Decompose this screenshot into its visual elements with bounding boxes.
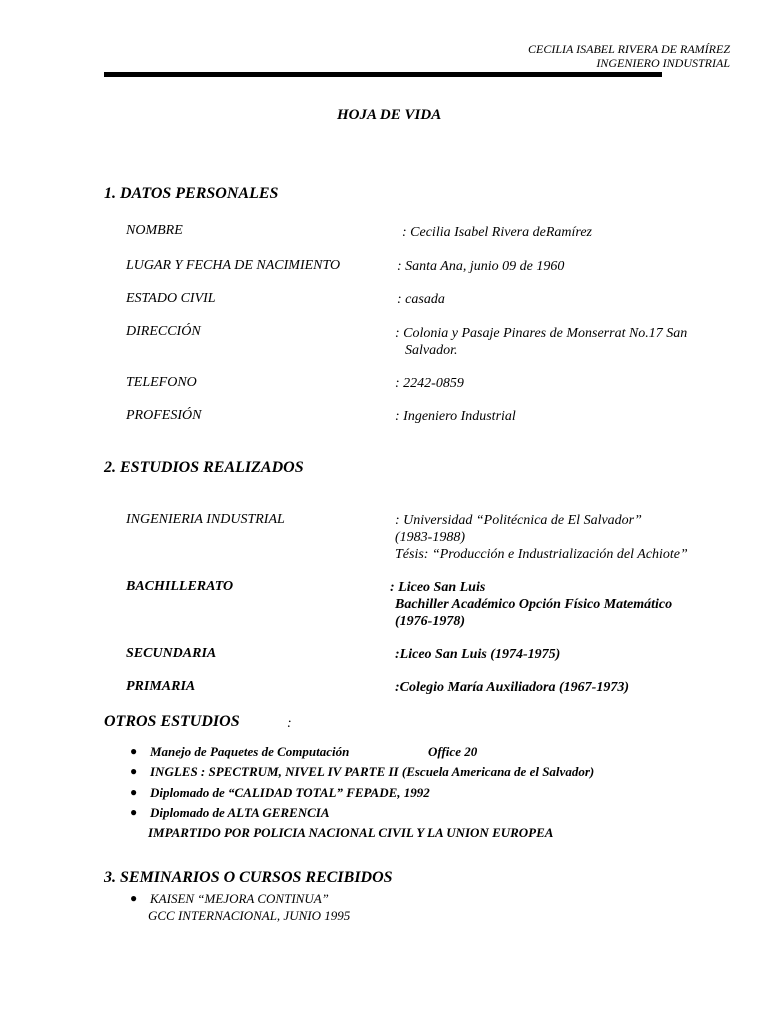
page-title: HOJA DE VIDA: [337, 107, 442, 123]
personal-value-continued: Salvador.: [405, 343, 458, 358]
section-heading-other-studies: OTROS ESTUDIOS: [104, 713, 240, 730]
seminar-item: KAISEN “MEJORA CONTINUA”: [150, 891, 329, 906]
header-divider: [104, 72, 662, 77]
section-heading-seminars: 3. SEMINARIOS O CURSOS RECIBIDOS: [104, 869, 393, 886]
personal-label: LUGAR Y FECHA DE NACIMIENTO: [126, 258, 341, 273]
other-study-extra: Office 20: [428, 744, 478, 759]
studies-line: : Universidad “Politécnica de El Salvador”: [395, 513, 642, 528]
bullet-icon: ●: [130, 744, 138, 758]
personal-value: : Colonia y Pasaje Pinares de Monserrat No.17 San: [395, 326, 688, 341]
studies-line: : Liceo San Luis: [390, 580, 486, 595]
bullet-icon: ●: [130, 764, 138, 778]
other-study-item: Diplomado de “CALIDAD TOTAL” FEPADE, 1992: [150, 785, 430, 800]
studies-line: (1983-1988): [395, 530, 465, 545]
other-study-item: Manejo de Paquetes de Computación: [150, 744, 350, 759]
other-study-item: Diplomado de ALTA GERENCIA: [150, 805, 330, 820]
section-heading-personal: 1. DATOS PERSONALES: [104, 185, 279, 202]
studies-label: PRIMARIA: [126, 679, 196, 694]
personal-value: : Ingeniero Industrial: [395, 409, 516, 424]
header-profession: INGENIERO INDUSTRIAL: [596, 56, 730, 70]
personal-value: : 2242-0859: [395, 376, 464, 391]
personal-value: : Santa Ana, junio 09 de 1960: [397, 259, 565, 274]
bullet-icon: ●: [130, 805, 138, 819]
studies-line: :Liceo San Luis (1974-1975): [395, 647, 561, 662]
section-heading-studies: 2. ESTUDIOS REALIZADOS: [104, 459, 304, 476]
personal-value: : Cecilia Isabel Rivera deRamírez: [402, 225, 592, 240]
other-study-continuation: IMPARTIDO POR POLICIA NACIONAL CIVIL Y LA UNION EUROPEA: [148, 825, 554, 840]
personal-label: PROFESIÓN: [126, 408, 202, 423]
studies-line: :Colegio María Auxiliadora (1967-1973): [395, 680, 629, 695]
other-study-item: INGLES : SPECTRUM, NIVEL IV PARTE II (Escuela Americana de el Salvador): [150, 764, 595, 779]
studies-label: INGENIERIA INDUSTRIAL: [126, 512, 285, 527]
studies-line: Bachiller Académico Opción Físico Matemático: [395, 597, 673, 612]
personal-label: TELEFONO: [126, 375, 197, 390]
studies-line: (1976-1978): [395, 614, 465, 629]
bullet-icon: ●: [130, 785, 138, 799]
studies-label: BACHILLERATO: [126, 579, 234, 594]
personal-label: NOMBRE: [126, 223, 183, 238]
personal-label: ESTADO CIVIL: [126, 291, 216, 306]
studies-line: Tésis: “Producción e Industrialización del Achiote”: [395, 547, 688, 562]
personal-value: : casada: [397, 292, 445, 307]
header-name: CECILIA ISABEL RIVERA DE RAMÍREZ: [528, 42, 730, 56]
seminar-item-detail: GCC INTERNACIONAL, JUNIO 1995: [148, 908, 351, 923]
studies-label: SECUNDARIA: [126, 646, 217, 661]
other-studies-colon: :: [287, 716, 292, 731]
personal-label: DIRECCIÓN: [126, 324, 201, 339]
bullet-icon: ●: [130, 891, 138, 905]
